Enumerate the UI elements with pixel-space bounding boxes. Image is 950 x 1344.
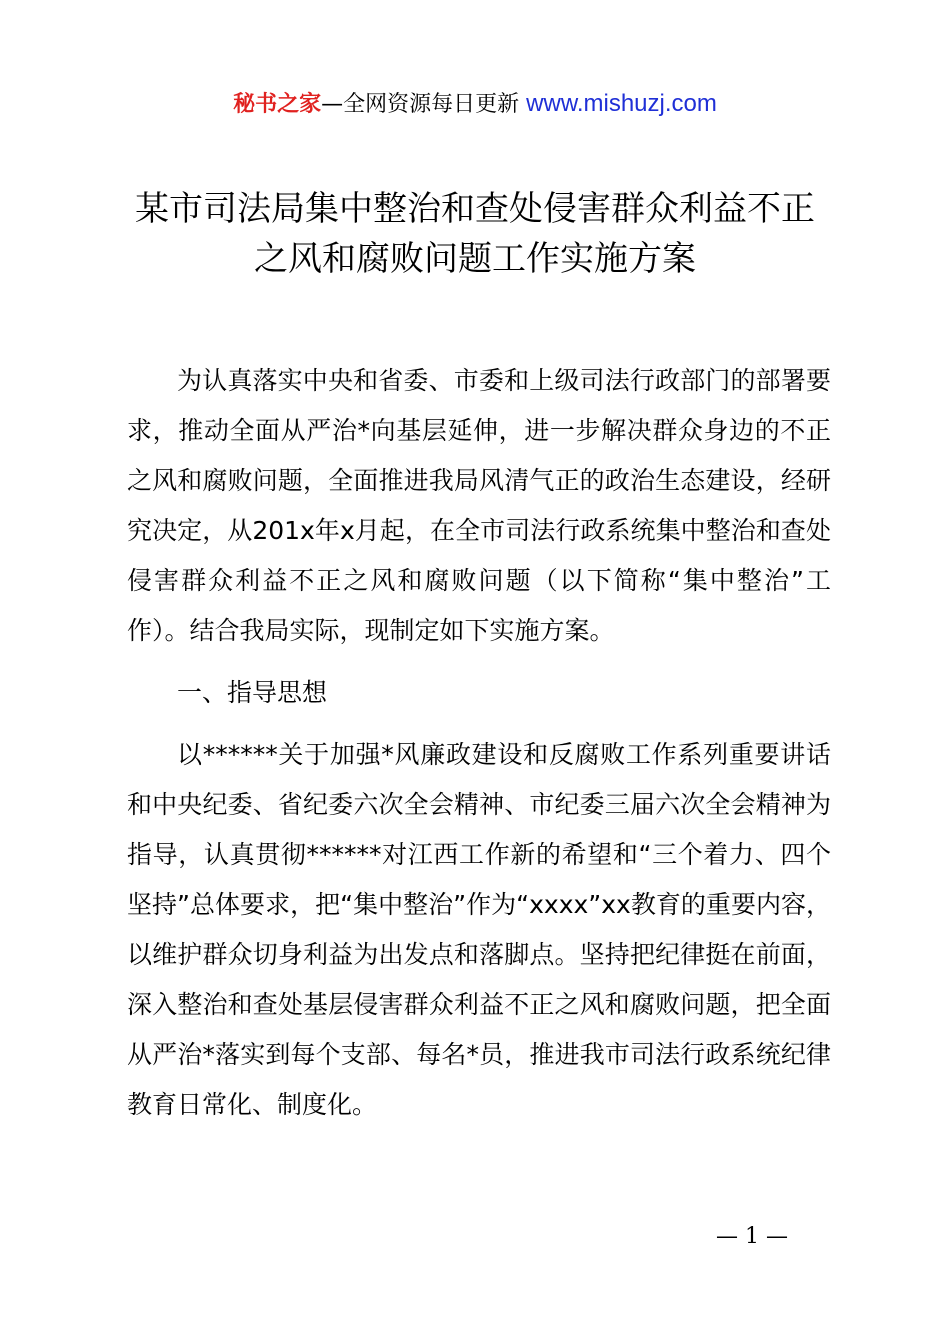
section-heading-guiding-ideology: 一、指导思想 — [177, 678, 328, 707]
document-body — [127, 356, 831, 1130]
site-url-link[interactable]: www.mishuzj.com — [526, 90, 717, 117]
site-header — [0, 88, 950, 121]
header-tagline: —全网资源每日更新 — [321, 92, 520, 117]
page-number: — 1 — — [716, 1224, 788, 1249]
guiding-ideology-paragraph: 以******关于加强*风廉政建设和反腐败工作系列重要讲话和中央纪委、省纪委六次全会精神、市纪委三届六次全会精神为指导，认真贯彻******对江西工作新的希望和“三个着力、四个坚持”总体要求，把“集中整治”作为“xxxx”xx教育的重要内容，以维护群众切身利益为出发点和落脚点。坚持把纪律挺在前面，深入整治和查处基层侵害群众利益不正之风和腐败问题，把全面从严治*落实到每个支部、每名*员，推进我市司法行政系统纪律教育日常化、制度化。 — [127, 740, 831, 1119]
title-line-1: 某市司法局集中整治和查处侵害群众利益不正 — [135, 189, 815, 229]
document-title — [100, 184, 850, 284]
title-line-2: 之风和腐败问题工作实施方案 — [254, 239, 696, 279]
intro-paragraph: 为认真落实中央和省委、市委和上级司法行政部门的部署要求，推动全面从严治*向基层延伸，进一步解决群众身边的不正之风和腐败问题，全面推进我局风清气正的政治生态建设，经研究决定，从201x年x月起，在全市司法行政系统集中整治和查处侵害群众利益不正之风和腐败问题（以下简称“集中整治”工作）。结合我局实际，现制定如下实施方案。 — [127, 366, 831, 645]
brand-name: 秘书之家 — [233, 92, 322, 117]
